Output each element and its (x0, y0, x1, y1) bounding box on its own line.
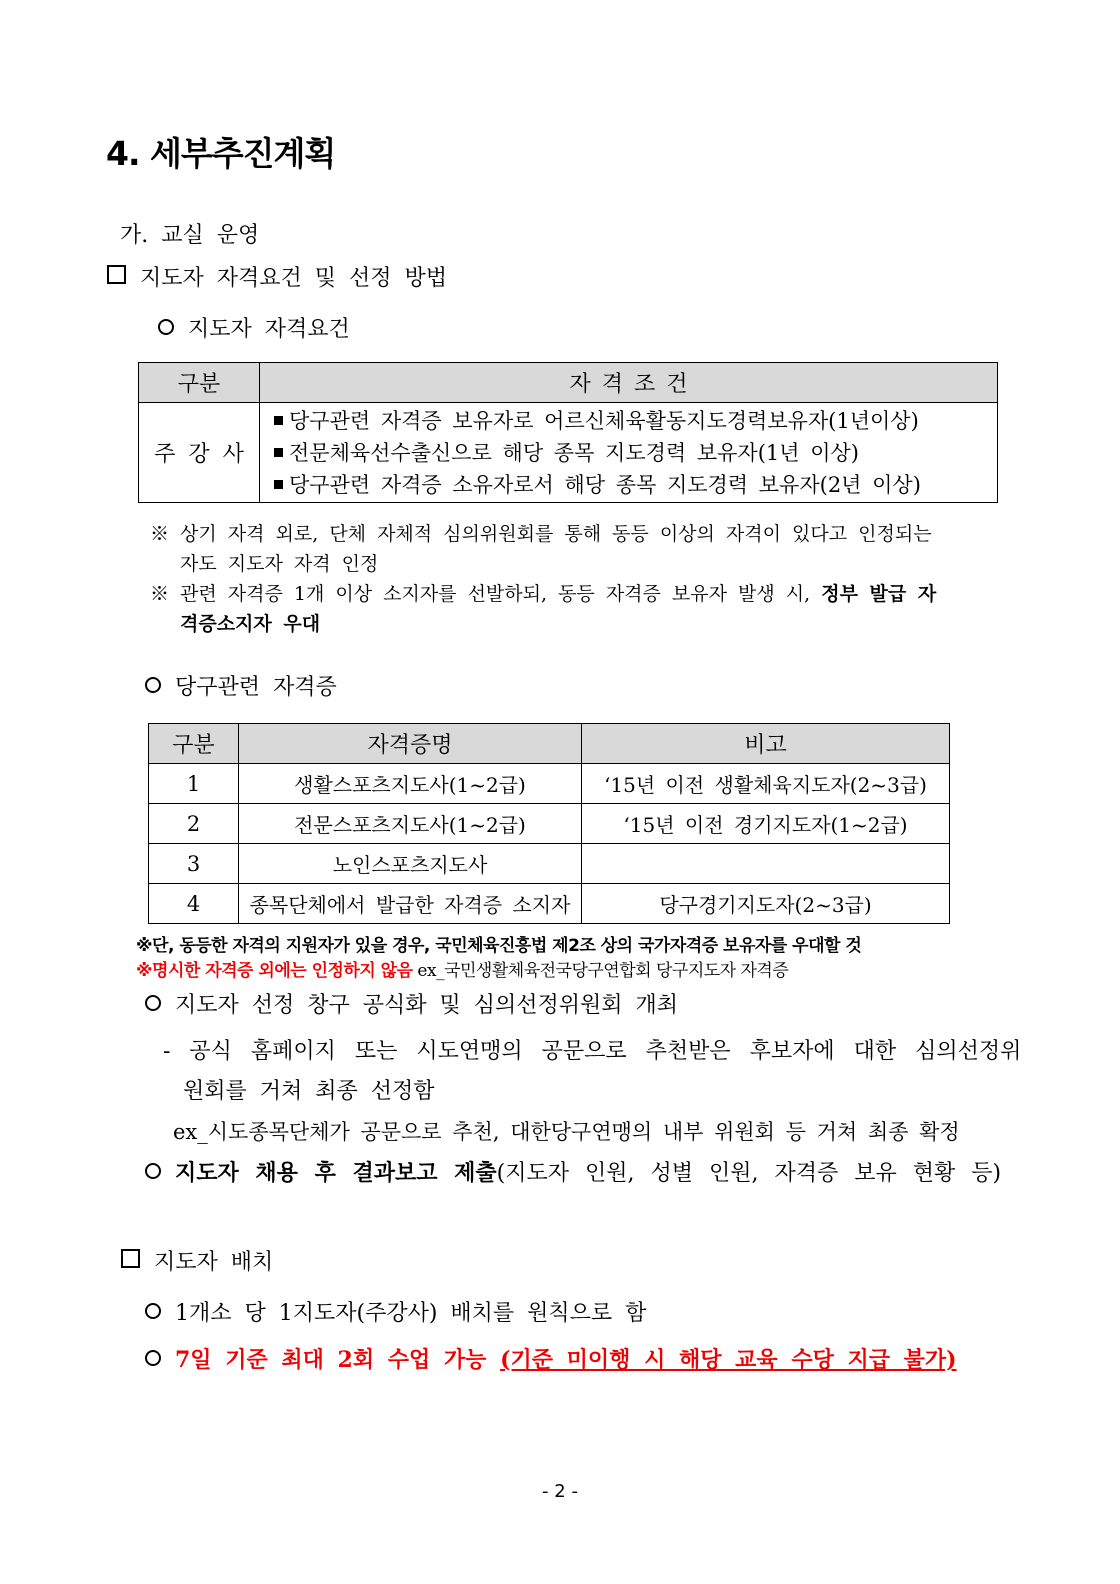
condition-item (274, 469, 997, 501)
conditions-cell (260, 403, 998, 503)
square-bullet-icon (274, 480, 283, 489)
cell-no: 4 (149, 884, 239, 924)
bullet-placement-rule (145, 1296, 646, 1327)
note-2-line-1 (150, 579, 936, 606)
bullet-requirements (158, 312, 350, 343)
selection-detail-line-1: - 공식 홈페이지 또는 시도연맹의 공문으로 추천받은 후보자에 대한 심의선정위 (163, 1039, 1022, 1064)
note-2-line-2: 격증소지자 우대 (180, 613, 321, 635)
circle-bullet-icon (145, 995, 161, 1011)
cell-remark (582, 844, 950, 884)
table-note-2 (136, 956, 788, 981)
cell-name: 생활스포츠지도사(1~2급) (239, 764, 582, 804)
bullet-red-underlined-text: (기준 미이행 시 해당 교육 수당 지급 불가) (500, 1347, 957, 1373)
bullet-plain-text: (지도자 인원, 성별 인원, 자격증 보유 현황 등) (496, 1161, 1002, 1186)
cell-remark: ‘15년 이전 경기지도자(1~2급) (582, 804, 950, 844)
selection-example: ex_시도종목단체가 공문으로 추천, 대한당구연맹의 내부 위원회 등 거쳐 최종 확정 (173, 1120, 960, 1144)
table-header-conditions: 자 격 조 건 (260, 363, 998, 403)
bullet-selection (145, 988, 678, 1019)
note-1-line-2: 자도 지도자 자격 인정 (180, 553, 379, 575)
note-text: ※ 관련 자격증 1개 이상 소지자를 선발하되, 동등 자격증 보유자 발생 시, (150, 583, 811, 605)
cell-remark: 당구경기지도자(2~3급) (582, 884, 950, 924)
subsection-title: 가. 교실 운영 (120, 223, 260, 248)
section-title-text: 지도자 배치 (154, 1250, 274, 1275)
bullet-text: 지도자 선정 창구 공식화 및 심의선정위원회 개최 (175, 993, 679, 1018)
bullet-red-text: 7일 기준 최대 2회 수업 가능 (175, 1347, 487, 1373)
table-header-cert-name: 자격증명 (239, 724, 582, 764)
bullet-text: 1개소 당 1지도자(주강사) 배치를 원칙으로 함 (175, 1301, 647, 1326)
square-bullet-icon (274, 416, 283, 425)
bullet-text: 지도자 자격요건 (188, 317, 350, 342)
cell-name: 종목단체에서 발급한 자격증 소지자 (239, 884, 582, 924)
cell-no: 2 (149, 804, 239, 844)
section-placement-title (121, 1245, 273, 1276)
section-qualifications-title (107, 261, 447, 292)
table-row (149, 804, 950, 844)
note-red-text: ※명시한 자격증 외에는 인정하지 않음 (136, 961, 413, 981)
circle-bullet-icon (145, 677, 161, 693)
bullet-text: 당구관련 자격증 (175, 675, 337, 700)
table-row-label: 주 강 사 (139, 403, 260, 503)
bullet-certificates (145, 670, 337, 701)
section-title-text: 지도자 자격요건 및 선정 방법 (140, 266, 447, 291)
condition-text: 전문체육선수출신으로 해당 종목 지도경력 보유자(1년 이상) (289, 440, 859, 465)
circle-bullet-icon (145, 1350, 161, 1366)
note-1-line-1: ※ 상기 자격 외로, 단체 자체적 심의위원회를 통해 동등 이상의 자격이 있다고 인정되는 (150, 523, 932, 545)
cell-name: 전문스포츠지도사(1~2급) (239, 804, 582, 844)
condition-text: 당구관련 자격증 보유자로 어르신체육활동지도경력보유자(1년이상) (289, 408, 919, 433)
page-number: - 2 - (542, 1481, 578, 1502)
cell-remark: ‘15년 이전 생활체육지도자(2~3급) (582, 764, 950, 804)
condition-item (274, 405, 997, 437)
table-note-1: ※단, 동등한 자격의 지원자가 있을 경우, 국민체육진흥법 제2조 상의 국가자격증 보유자를 우대할 것 (136, 936, 862, 956)
circle-bullet-icon (158, 319, 174, 335)
cell-no: 1 (149, 764, 239, 804)
bullet-report (145, 1156, 1001, 1187)
condition-text: 당구관련 자격증 소유자로서 해당 종목 지도경력 보유자(2년 이상) (289, 472, 921, 497)
selection-detail-line-2: 원회를 거쳐 최종 선정함 (183, 1079, 435, 1104)
checkbox-square-icon (107, 265, 126, 284)
table-header-remark: 비고 (582, 724, 950, 764)
certificates-table (148, 723, 950, 924)
square-bullet-icon (274, 448, 283, 457)
table-header-category: 구분 (149, 724, 239, 764)
circle-bullet-icon (145, 1163, 161, 1179)
table-row (149, 844, 950, 884)
table-header-category: 구분 (139, 363, 260, 403)
bullet-bold-text: 지도자 채용 후 결과보고 제출 (175, 1160, 497, 1186)
condition-item (274, 437, 997, 469)
table-row (149, 764, 950, 804)
checkbox-square-icon (121, 1249, 140, 1268)
cell-name: 노인스포츠지도사 (239, 844, 582, 884)
table-row (149, 884, 950, 924)
requirements-table (138, 362, 998, 503)
note-plain-text: ex_국민생활체육전국당구연합회 당구지도자 자격증 (412, 961, 789, 981)
cell-no: 3 (149, 844, 239, 884)
page-heading: 4. 세부추진계획 (106, 134, 336, 173)
circle-bullet-icon (145, 1303, 161, 1319)
bullet-class-limit (145, 1343, 957, 1374)
note-bold-text: 정부 발급 자 (821, 583, 937, 605)
